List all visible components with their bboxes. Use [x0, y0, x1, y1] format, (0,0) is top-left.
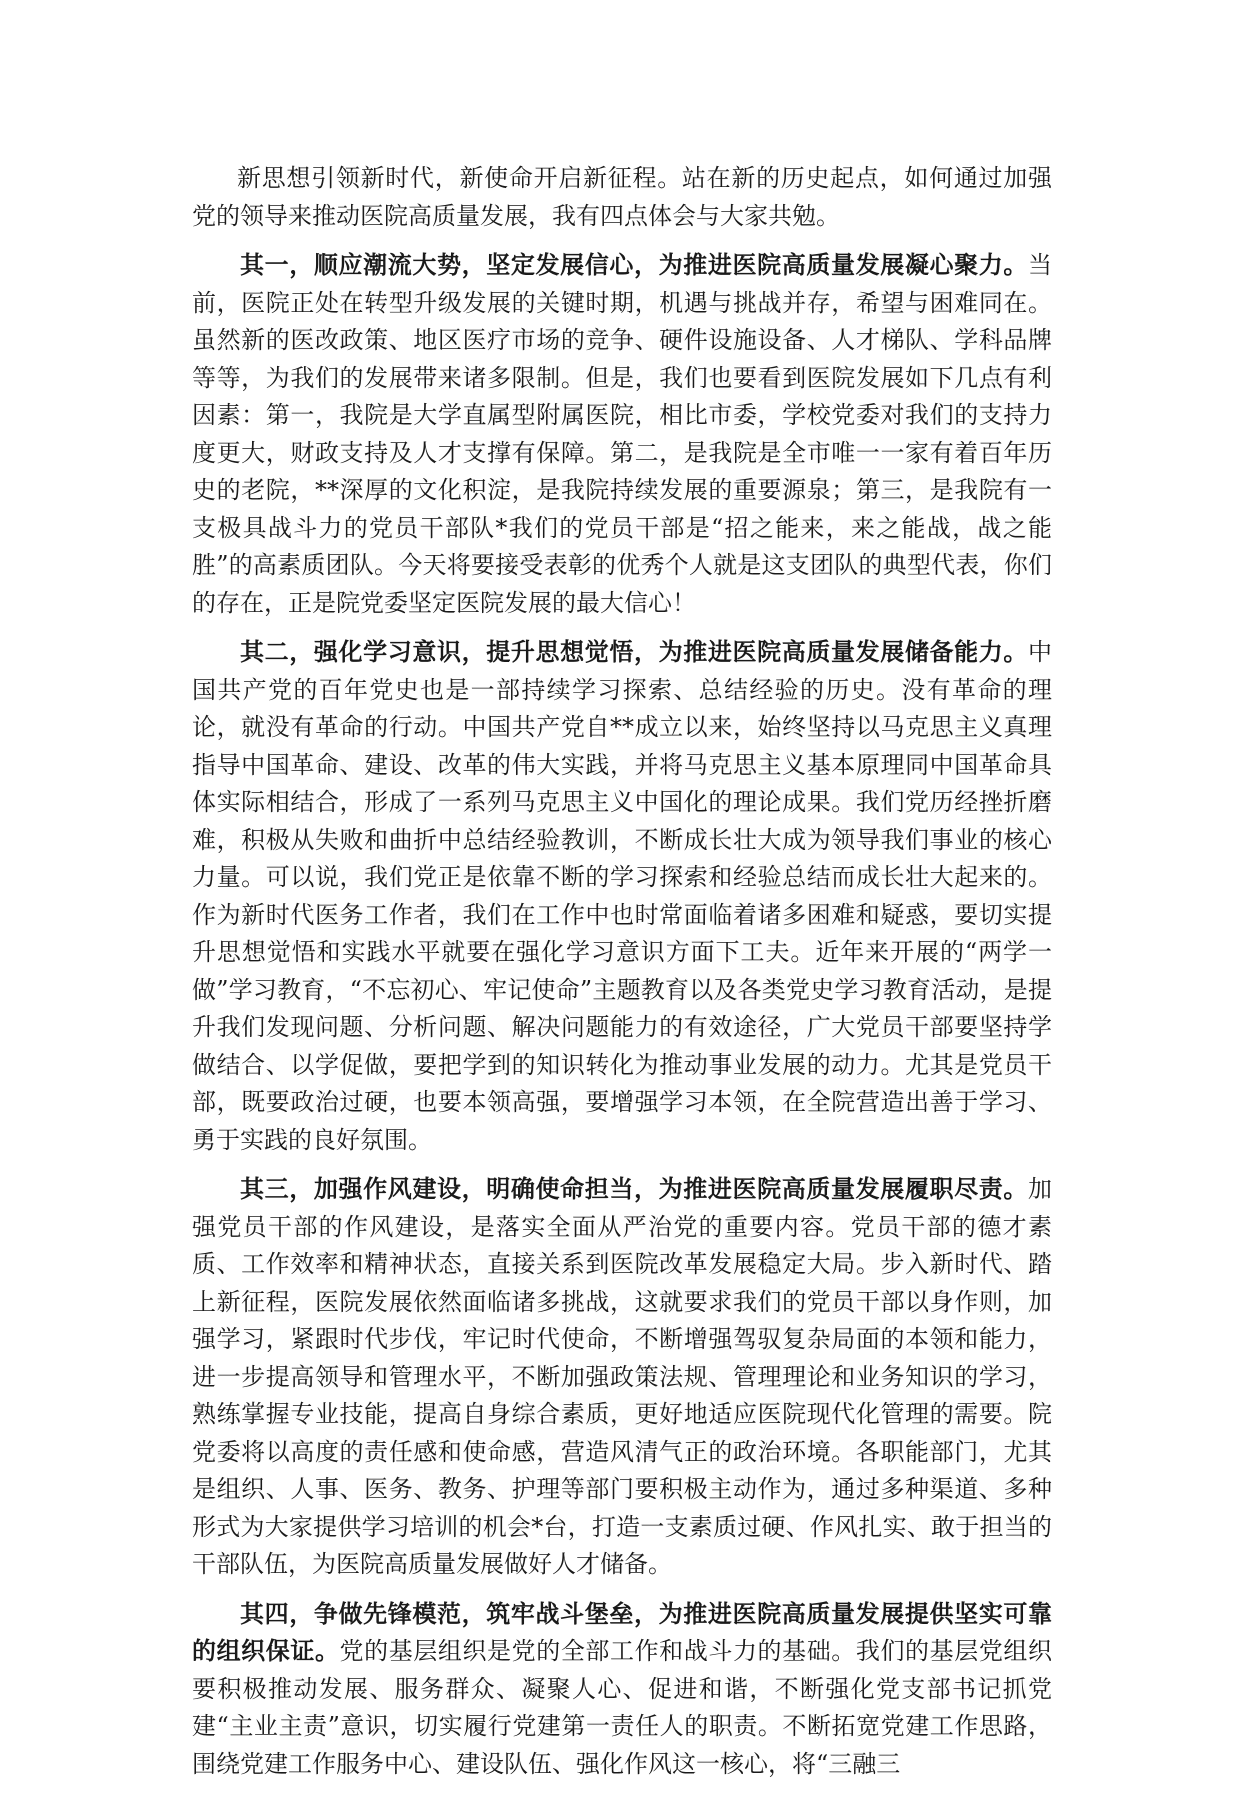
section-4-paragraph	[192, 1596, 1052, 1784]
section-2-paragraph	[192, 634, 1052, 1159]
intro-paragraph: 新思想引领新时代，新使命开启新征程。站在新的历史起点，如何通过加强党的领导来推动医院高质量发展，我有四点体会与大家共勉。	[192, 164, 1052, 230]
section-1-paragraph	[192, 247, 1052, 622]
section-4-body: 党的基层组织是党的全部工作和战斗力的基础。我们的基层党组织要积极推动发展、服务群众、凝聚人心、促进和谐，不断强化党支部书记抓党建“主业主责”意识，切实履行党建第一责任人的职责。不断拓宽党建工作思路，围绕党建工作服务中心、建设队伍、强化作风这一核心，将“三融三	[192, 1637, 1052, 1778]
section-2-body: 中国共产党的百年党史也是一部持续学习探索、总结经验的历史。没有革命的理论，就没有革命的行动。中国共产党自**成立以来，始终坚持以马克思主义真理指导中国革命、建设、改革的伟大实践，并将马克思主义基本原理同中国革命具体实际相结合，形成了一系列马克思主义中国化的理论成果。我们党历经挫折磨难，积极从失败和曲折中总结经验教训，不断成长壮大成为领导我们事业的核心力量。可以说，我们党正是依靠不断的学习探索和经验总结而成长壮大起来的。作为新时代医务工作者，我们在工作中也时常面临着诸多困难和疑惑，要切实提升思想觉悟和实践水平就要在强化学习意识方面下工夫。近年来开展的“两学一做”学习教育，“不忘初心、牢记使命”主题教育以及各类党史学习教育活动，是提升我们发现问题、分析问题、解决问题能力的有效途径，广大党员干部要坚持学做结合、以学促做，要把学到的知识转化为推动事业发展的动力。尤其是党员干部，既要政治过硬，也要本领高强，要增强学习本领，在全院营造出善于学习、勇于实践的良好氛围。	[192, 638, 1052, 1154]
document-page	[192, 160, 1052, 1795]
section-3-body: 加强党员干部的作风建设，是落实全面从严治党的重要内容。党员干部的德才素质、工作效率和精神状态，直接关系到医院改革发展稳定大局。步入新时代、踏上新征程，医院发展依然面临诸多挑战，这就要求我们的党员干部以身作则，加强学习，紧跟时代步伐，牢记时代使命，不断增强驾驭复杂局面的本领和能力，进一步提高领导和管理水平，不断加强政策法规、管理理论和业务知识的学习，熟练掌握专业技能，提高自身综合素质，更好地适应医院现代化管理的需要。院党委将以高度的责任感和使命感，营造风清气正的政治环境。各职能部门，尤其是组织、人事、医务、教务、护理等部门要积极主动作为，通过多种渠道、多种形式为大家提供学习培训的机会*台，打造一支素质过硬、作风扎实、敢于担当的干部队伍，为医院高质量发展做好人才储备。	[192, 1175, 1052, 1578]
section-1-body: 当前，医院正处在转型升级发展的关键时期，机遇与挑战并存，希望与困难同在。虽然新的医改政策、地区医疗市场的竞争、硬件设施设备、人才梯队、学科品牌等等，为我们的发展带来诸多限制。但是，我们也要看到医院发展如下几点有利因素：第一，我院是大学直属型附属医院，相比市委，学校党委对我们的支持力度更大，财政支持及人才支撑有保障。第二，是我院是全市唯一一家有着百年历史的老院，**深厚的文化积淀，是我院持续发展的重要源泉；第三，是我院有一支极具战斗力的党员干部队*我们的党员干部是“招之能来，来之能战，战之能胜”的高素质团队。今天将要接受表彰的优秀个人就是这支团队的典型代表，你们的存在，正是院党委坚定医院发展的最大信心！	[192, 251, 1052, 617]
section-3-heading: 其三，加强作风建设，明确使命担当，为推进医院高质量发展履职尽责。	[240, 1175, 1028, 1203]
section-2-heading: 其二，强化学习意识，提升思想觉悟，为推进医院高质量发展储备能力。	[240, 638, 1028, 666]
section-1-heading: 其一，顺应潮流大势，坚定发展信心，为推进医院高质量发展凝心聚力。	[240, 251, 1028, 279]
section-3-paragraph	[192, 1171, 1052, 1584]
section-4-heading: 其四，争做先锋模范，筑牢战斗堡垒，为推进医院高质量发展提供坚实可靠的组织保证。	[192, 1599, 1052, 1665]
